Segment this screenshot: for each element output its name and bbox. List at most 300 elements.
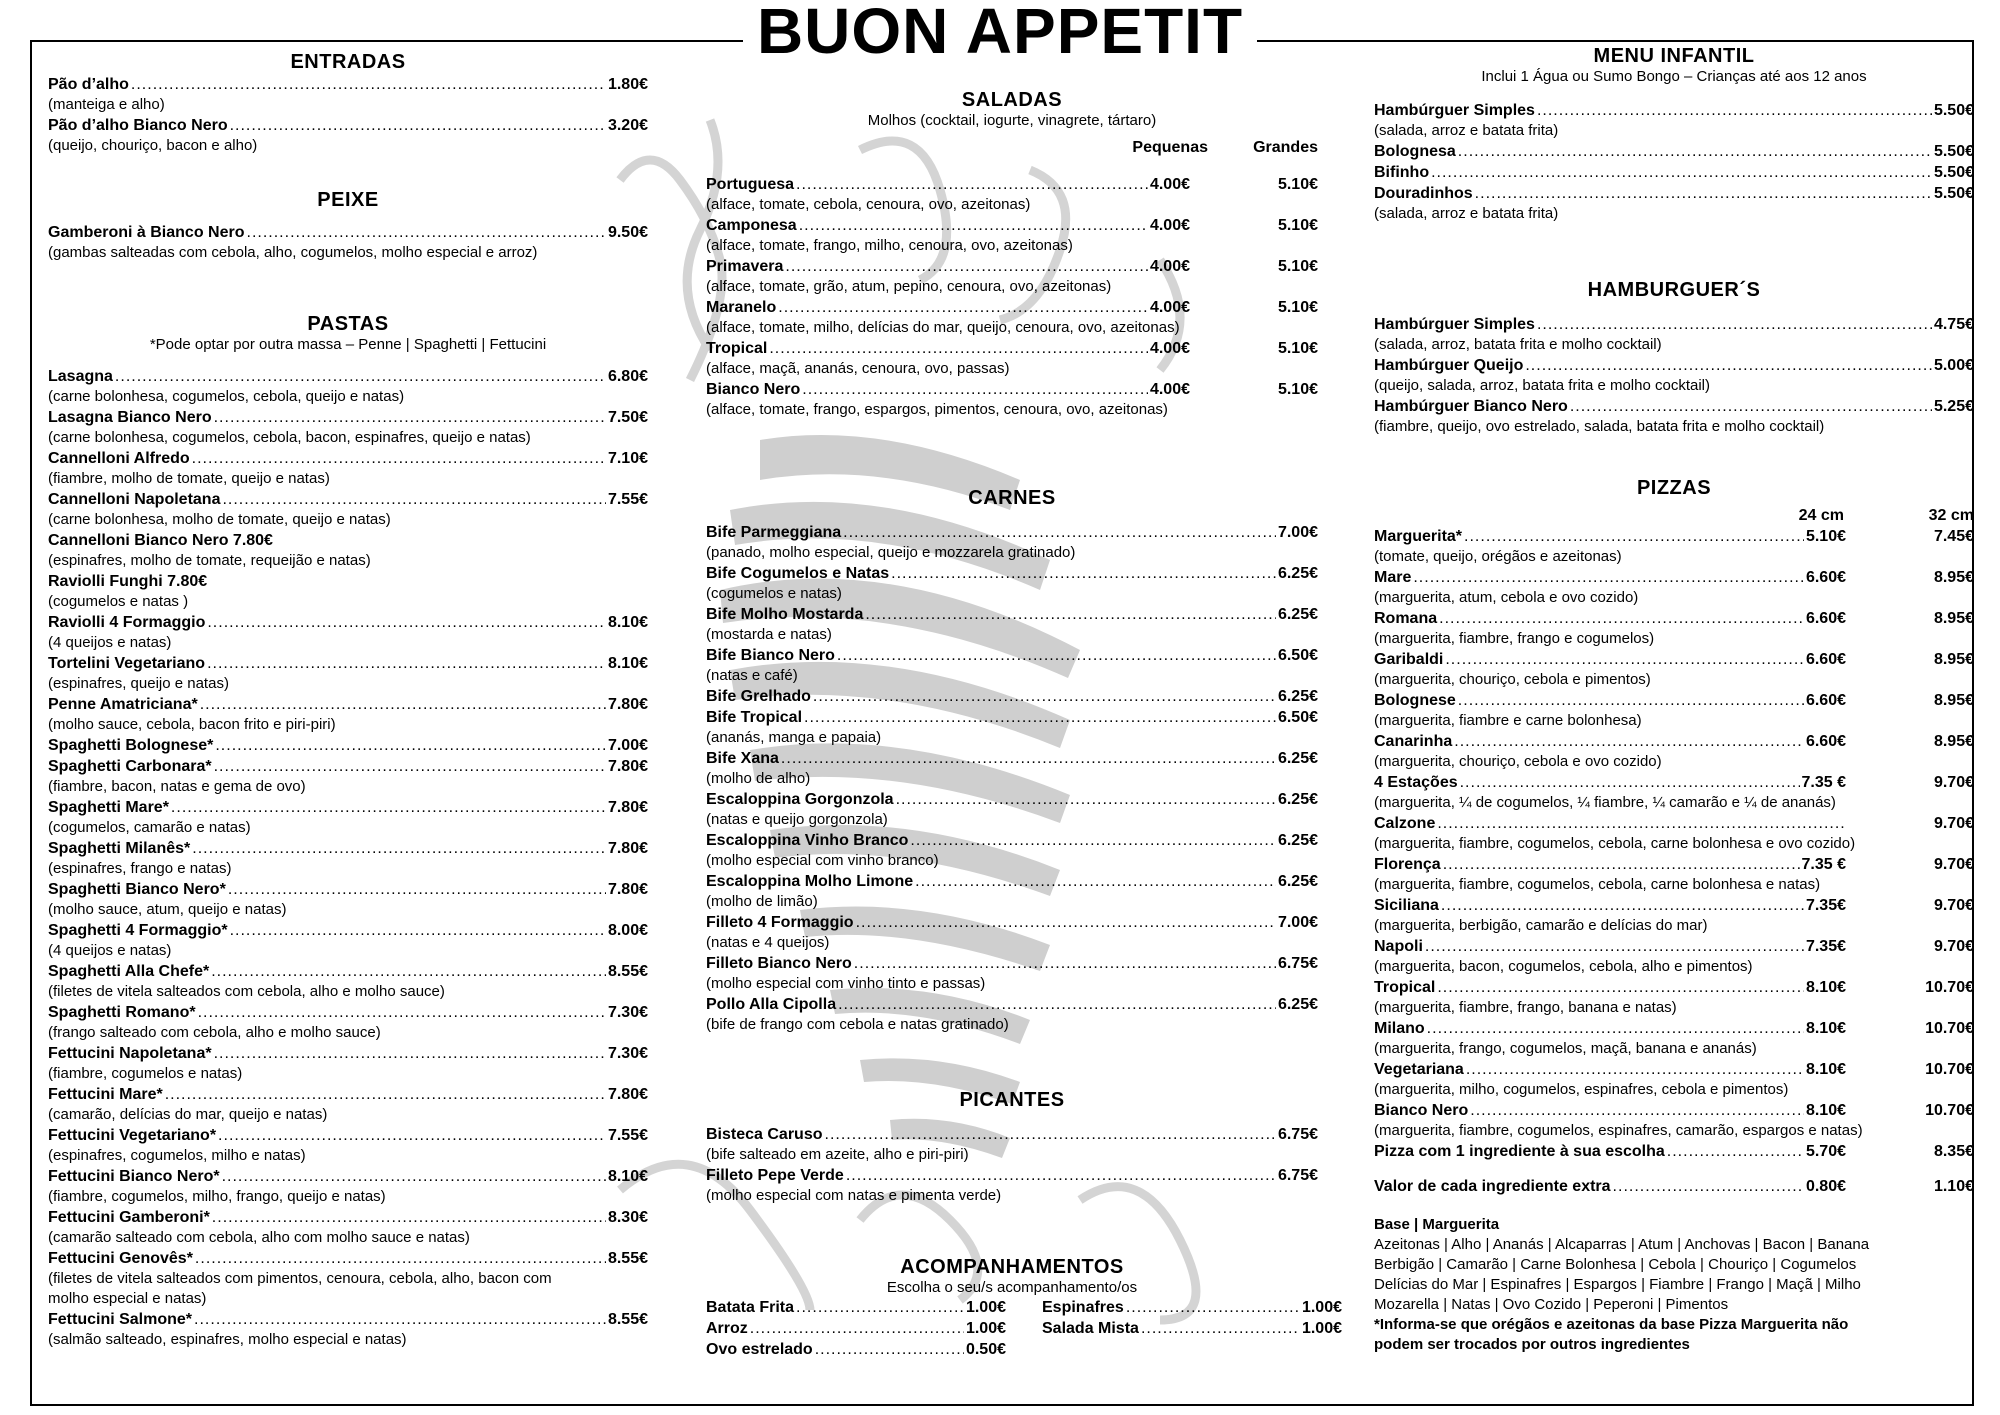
dot-leader — [1570, 396, 1932, 417]
menu-item-row — [48, 612, 648, 633]
extra-ingredient-row — [1374, 1176, 1974, 1197]
dot-leader — [222, 489, 605, 510]
size-header-small: 24 cm — [1798, 507, 1844, 524]
menu-item-row — [706, 338, 1318, 359]
menu-item-description: (fiambre, cogumelos e natas) — [48, 1065, 243, 1082]
menu-item-name: Fettucini Vegetariano* — [48, 1127, 217, 1144]
section-subtitle: Inclui 1 Água ou Sumo Bongo – Crianças até aos 12 anos — [1481, 68, 1867, 85]
menu-item-description: (marguerita, atum, cebola e ovo cozido) — [1374, 589, 1639, 606]
menu-item-row — [1374, 854, 1974, 875]
menu-item-name: Hambúrguer Queijo — [1374, 357, 1524, 374]
menu-item-description: (alface, tomate, frango, milho, cenoura, ovo, azeitonas) — [706, 237, 1073, 254]
menu-item-description: (carne bolonhesa, cogumelos, cebola, queijo e natas) — [48, 388, 405, 405]
menu-item-price: 7.55€ — [607, 1127, 648, 1144]
pizza-note — [1374, 1315, 1974, 1355]
menu-item-description: (fiambre, cogumelos, milho, frango, queijo e natas) — [48, 1188, 386, 1205]
menu-item-price: 6.60€ — [1805, 651, 1846, 668]
menu-item-description: (alface, tomate, grão, atum, pepino, cenoura, ovo, azeitonas) — [706, 278, 1112, 295]
menu-item-price-large: 7.45€ — [1933, 528, 1974, 545]
dot-leader — [1437, 813, 1844, 834]
menu-item-row — [48, 407, 648, 428]
side-dish-price: 1.00€ — [1301, 1320, 1342, 1337]
menu-item-name: Pão d’alho — [48, 76, 129, 93]
menu-item-name: Spaghetti Bolognese* — [48, 737, 214, 754]
menu-item-description: (marguerita, ¼ de cogumelos, ¼ fiambre, ¼ camarão e ¼ de ananás) — [1374, 794, 1836, 811]
menu-item-description: (frango salteado com cebola, alho e molho sauce) — [48, 1024, 381, 1041]
menu-item-name: Bolognese — [1374, 692, 1456, 709]
menu-item-name: Bife Bianco Nero — [706, 647, 835, 664]
menu-item-price: 5.50€ — [1933, 185, 1974, 202]
section-title: SALADAS — [961, 89, 1063, 111]
dot-leader — [843, 522, 1276, 543]
menu-item-name: Tropical — [706, 340, 768, 357]
menu-item-row — [1374, 314, 1974, 335]
menu-item-row — [48, 366, 648, 387]
menu-item-row — [1374, 567, 1974, 588]
dot-leader — [1458, 141, 1932, 162]
menu-item-price: 7.35€ — [1805, 938, 1846, 955]
menu-item-name: Hambúrguer Simples — [1374, 316, 1535, 333]
menu-item-name: Filleto 4 Formaggio — [706, 914, 854, 931]
section-saladas — [706, 88, 1318, 420]
menu-item-row — [48, 1248, 648, 1269]
side-dish-list — [706, 1297, 1342, 1360]
menu-item-name: Spaghetti Alla Chefe* — [48, 963, 210, 980]
menu-item-row — [48, 115, 648, 136]
menu-item-description: (alface, tomate, frango, espargos, pimentos, cenoura, ovo, azeitonas) — [706, 401, 1168, 418]
item-list — [48, 366, 648, 1350]
dot-leader — [1537, 100, 1932, 121]
dot-leader — [825, 1124, 1276, 1145]
menu-item-row — [1374, 1018, 1974, 1039]
dot-leader — [1445, 649, 1804, 670]
dot-leader — [1537, 314, 1932, 335]
menu-item-description: (marguerita, chouriço, cebola e pimentos) — [1374, 671, 1651, 688]
menu-item-price: 8.55€ — [607, 963, 648, 980]
menu-item-description: (cogumelos, camarão e natas) — [48, 819, 251, 836]
dot-leader — [200, 694, 606, 715]
menu-item-price: 5.70€ — [1805, 1143, 1846, 1160]
menu-item-row — [48, 1002, 648, 1023]
menu-item-name: Vegetariana — [1374, 1061, 1464, 1078]
dot-leader — [1458, 690, 1804, 711]
menu-item-row — [1374, 1176, 1974, 1197]
section-title: PICANTES — [959, 1089, 1065, 1111]
dot-leader — [813, 686, 1276, 707]
menu-item-price-large: 9.70€ — [1933, 774, 1974, 791]
menu-item-row — [706, 256, 1318, 277]
dot-leader — [796, 174, 1148, 195]
menu-item-name: Spaghetti Milanês* — [48, 840, 191, 857]
menu-item-price: 5.10€ — [1805, 528, 1846, 545]
item-list — [48, 74, 648, 156]
menu-item-price: 4.00€ — [1149, 340, 1190, 357]
menu-item-name: Gamberoni à Bianco Nero — [48, 224, 245, 241]
menu-item-price: 6.25€ — [1277, 750, 1318, 767]
dot-leader — [856, 912, 1276, 933]
menu-item-row — [706, 215, 1318, 236]
dot-leader — [165, 1084, 606, 1105]
menu-item-name: Spaghetti Romano* — [48, 1004, 196, 1021]
side-dish-item — [1042, 1297, 1342, 1318]
menu-item-description: (marguerita, fiambre, frango e cogumelos) — [1374, 630, 1655, 647]
menu-item-description: (marguerita, fiambre, cogumelos, cebola, carne bolonhesa e ovo cozido) — [1374, 835, 1856, 852]
menu-item-row — [1374, 649, 1974, 670]
section-title: ENTRADAS — [290, 51, 406, 73]
side-dish-name: Salada Mista — [1042, 1320, 1139, 1337]
menu-item-row — [706, 912, 1318, 933]
menu-item-price-large: 8.95€ — [1933, 692, 1974, 709]
dot-leader — [1667, 1141, 1804, 1162]
menu-item-description: (queijo, chouriço, bacon e alho) — [48, 137, 258, 154]
size-header-large: Grandes — [1253, 139, 1318, 156]
menu-item-description: (filetes de vitela salteados com pimentos, cenoura, cebola, alho, bacon com — [48, 1270, 552, 1287]
menu-item-description: (marguerita, fiambre, cogumelos, espinafres, camarão, espargos e natas) — [1374, 1122, 1863, 1139]
menu-item-row — [1374, 1141, 1974, 1162]
menu-item-price: 4.00€ — [1149, 176, 1190, 193]
menu-item-price: 5.50€ — [1933, 143, 1974, 160]
dot-leader — [1126, 1297, 1300, 1318]
menu-item-row — [1374, 162, 1974, 183]
menu-item-price: 6.60€ — [1805, 610, 1846, 627]
menu-item-description: (queijo, salada, arroz, batata frita e molho cocktail) — [1374, 377, 1710, 394]
menu-item-description: (molho sauce, cebola, bacon frito e piri-piri) — [48, 716, 336, 733]
section-subtitle: *Pode optar por outra massa – Penne | Spaghetti | Fettucini — [149, 336, 547, 353]
dot-leader — [891, 563, 1276, 584]
menu-item-name: Pão d’alho Bianco Nero — [48, 117, 228, 134]
menu-item-name: Tortelini Vegetariano — [48, 655, 206, 672]
menu-item-price: 8.10€ — [607, 655, 648, 672]
menu-item-description: (cogumelos e natas ) — [48, 593, 189, 610]
menu-item-description: (fiambre, molho de tomate, queijo e natas) — [48, 470, 330, 487]
menu-item-price: 6.75€ — [1277, 1167, 1318, 1184]
item-list — [48, 222, 648, 263]
menu-item-description: (molho especial com vinho branco) — [706, 852, 939, 869]
menu-item-price: 3.20€ — [607, 117, 648, 134]
menu-item-price: 8.10€ — [1805, 1102, 1846, 1119]
menu-item-price: 6.80€ — [607, 368, 648, 385]
menu-item-row — [48, 735, 648, 756]
menu-item-name: 4 Estações — [1374, 774, 1458, 791]
menu-item-price: 6.25€ — [1277, 606, 1318, 623]
dot-leader — [211, 961, 606, 982]
menu-item-row — [48, 797, 648, 818]
dot-leader — [212, 1207, 606, 1228]
menu-item-name: Cannelloni Alfredo — [48, 450, 190, 467]
menu-item-row — [48, 1207, 648, 1228]
menu-item-price: 4.00€ — [1149, 299, 1190, 316]
menu-item-price-large: 9.70€ — [1933, 938, 1974, 955]
menu-item-price: 8.55€ — [607, 1311, 648, 1328]
dot-leader — [1525, 355, 1932, 376]
side-dish-name: Espinafres — [1042, 1299, 1124, 1316]
menu-item-price: 8.10€ — [1805, 1020, 1846, 1037]
menu-item-row — [48, 1309, 648, 1330]
dot-leader — [230, 115, 606, 136]
menu-item-row — [1374, 690, 1974, 711]
menu-item-name: Calzone — [1374, 815, 1436, 832]
menu-item-price: 7.35 € — [1801, 774, 1846, 791]
size-header-small: Pequenas — [1132, 139, 1208, 156]
menu-item-price-large: 9.70€ — [1933, 897, 1974, 914]
menu-item-price: 5.00€ — [1933, 357, 1974, 374]
dot-leader — [192, 448, 606, 469]
ingredient-line: Mozarella | Natas | Ovo Cozido | Peperoni | Pimentos — [1374, 1296, 1729, 1313]
dot-leader — [228, 879, 606, 900]
ingredient-line: Berbigão | Camarão | Carne Bolonhesa | Cebola | Chouriço | Cogumelos — [1374, 1256, 1857, 1273]
menu-item-price: 8.00€ — [607, 922, 648, 939]
menu-item-name: Bifinho — [1374, 164, 1430, 181]
size-header — [1374, 506, 1974, 526]
menu-item-name: Douradinhos — [1374, 185, 1473, 202]
section-title: ACOMPANHAMENTOS — [900, 1256, 1124, 1278]
section-peixe — [48, 188, 648, 263]
menu-item-name: Cannelloni Napoletana — [48, 491, 221, 508]
dot-leader — [1466, 1059, 1804, 1080]
menu-item-description: (gambas salteadas com cebola, alho, cogumelos, molho especial e arroz) — [48, 244, 538, 261]
menu-item-row — [706, 789, 1318, 810]
menu-item-row — [706, 686, 1318, 707]
dot-leader — [1141, 1318, 1300, 1339]
menu-item-price-large: 8.95€ — [1933, 733, 1974, 750]
menu-item-description: (molho sauce, atum, queijo e natas) — [48, 901, 287, 918]
page-title: BUON APPETIT — [0, 0, 2000, 68]
section-title: PIZZAS — [1636, 477, 1712, 499]
dot-leader — [222, 1166, 606, 1187]
menu-item-price: 6.75€ — [1277, 955, 1318, 972]
menu-item-description: (cogumelos e natas) — [706, 585, 842, 602]
menu-item-price: 7.00€ — [1277, 524, 1318, 541]
menu-item-description: (espinafres, frango e natas) — [48, 860, 232, 877]
menu-item-price: 6.25€ — [1277, 832, 1318, 849]
dot-leader — [1470, 1100, 1804, 1121]
menu-item-row — [706, 1124, 1318, 1145]
menu-item-row — [1374, 1059, 1974, 1080]
side-dish-row — [706, 1339, 1318, 1360]
menu-item-description: (marguerita, milho, cogumelos, espinafres, cebola e pimentos) — [1374, 1081, 1789, 1098]
menu-item-description: (espinafres, cogumelos, milho e natas) — [48, 1147, 306, 1164]
menu-item-row — [48, 1166, 648, 1187]
dot-leader — [207, 653, 606, 674]
menu-item-name: Bife Parmeggiana — [706, 524, 842, 541]
menu-item-price: 6.25€ — [1277, 565, 1318, 582]
dot-leader — [215, 735, 606, 756]
menu-item-name: Bife Xana — [706, 750, 779, 767]
menu-item-description: (marguerita, berbigão, camarão e delícias do mar) — [1374, 917, 1708, 934]
menu-item-row — [706, 830, 1318, 851]
side-dish-name: Batata Frita — [706, 1299, 795, 1316]
menu-item-price: 6.60€ — [1805, 569, 1846, 586]
menu-item-name: Escaloppina Vinho Branco — [706, 832, 909, 849]
menu-item-row — [1374, 895, 1974, 916]
dot-leader — [785, 256, 1148, 277]
menu-item-row — [706, 563, 1318, 584]
menu-item-price: 7.80€ — [607, 1086, 648, 1103]
menu-item-price: 8.10€ — [1805, 979, 1846, 996]
menu-item-row — [48, 571, 648, 592]
side-dish-price: 1.00€ — [965, 1299, 1006, 1316]
menu-item-price: 7.00€ — [607, 737, 648, 754]
side-dish-price: 1.00€ — [1301, 1299, 1342, 1316]
menu-item-description: molho especial e natas) — [48, 1290, 207, 1307]
menu-item-price: 8.10€ — [607, 1168, 648, 1185]
item-list — [706, 522, 1318, 1035]
menu-item-price-large: 8.35€ — [1933, 1143, 1974, 1160]
menu-item-name: Lasagna — [48, 368, 113, 385]
menu-item-description: (mostarda e natas) — [706, 626, 832, 643]
menu-item-description: (filetes de vitela salteados com cebola, alho e molho sauce) — [48, 983, 445, 1000]
dot-leader — [796, 1297, 964, 1318]
menu-item-name: Bolognesa — [1374, 143, 1456, 160]
menu-item-price-large: 9.70€ — [1933, 856, 1974, 873]
menu-item-name: Penne Amatriciana* — [48, 696, 198, 713]
menu-item-price: 7.55€ — [607, 491, 648, 508]
section-title: HAMBURGUER´S — [1587, 279, 1761, 301]
dot-leader — [1464, 526, 1804, 547]
menu-item-price: 4.00€ — [1149, 381, 1190, 398]
dot-leader — [218, 1125, 606, 1146]
menu-item-row — [706, 748, 1318, 769]
dot-leader — [1460, 772, 1800, 793]
menu-item-row — [48, 1043, 648, 1064]
ingredient-list — [1374, 1235, 1974, 1315]
menu-item-price-large: 5.10€ — [1277, 258, 1318, 275]
menu-item-description: (fiambre, queijo, ovo estrelado, salada, batata frita e molho cocktail) — [1374, 418, 1825, 435]
menu-item-name: Portuguesa — [706, 176, 795, 193]
section-title: PEIXE — [317, 189, 379, 211]
side-dish-item — [706, 1339, 1006, 1360]
dot-leader — [195, 1248, 606, 1269]
menu-item-row — [48, 1125, 648, 1146]
dot-leader — [781, 748, 1276, 769]
menu-item-price: 6.50€ — [1277, 709, 1318, 726]
menu-item-name: Bife Cogumelos e Natas — [706, 565, 890, 582]
menu-item-row — [48, 756, 648, 777]
menu-item-price-large: 5.10€ — [1277, 381, 1318, 398]
menu-item-row — [48, 838, 648, 859]
menu-item-row — [1374, 731, 1974, 752]
menu-item-description: (carne bolonhesa, cogumelos, cebola, bacon, espinafres, queijo e natas) — [48, 429, 531, 446]
menu-item-name: Fettucini Salmone* — [48, 1311, 193, 1328]
menu-item-name: Maranelo — [706, 299, 777, 316]
ingredient-line: Delícias do Mar | Espinafres | Espargos | Fiambre | Frango | Maçã | Milho — [1374, 1276, 1861, 1293]
menu-item-description: (natas e queijo gorgonzola) — [706, 811, 888, 828]
section-title: MENU INFANTIL — [1593, 45, 1755, 67]
dot-leader — [915, 871, 1276, 892]
menu-item-name: Siciliana — [1374, 897, 1439, 914]
menu-item-row — [706, 707, 1318, 728]
side-dish-price: 0.50€ — [965, 1341, 1006, 1358]
menu-item-row — [706, 174, 1318, 195]
dot-leader — [896, 789, 1276, 810]
menu-item-description: (panado, molho especial, queijo e mozzarela gratinado) — [706, 544, 1076, 561]
menu-item-price: 4.00€ — [1149, 258, 1190, 275]
menu-item-price: 7.80€ — [607, 881, 648, 898]
menu-item-price: 8.10€ — [1805, 1061, 1846, 1078]
menu-item-row — [1374, 608, 1974, 629]
dot-leader — [769, 338, 1148, 359]
menu-item-price: 8.55€ — [607, 1250, 648, 1267]
ingredient-line: Azeitonas | Alho | Ananás | Alcaparras | Atum | Anchovas | Bacon | Banana — [1374, 1236, 1870, 1253]
menu-item-row — [706, 604, 1318, 625]
menu-item-name: Hambúrguer Bianco Nero — [1374, 398, 1568, 415]
dot-leader — [799, 215, 1148, 236]
menu-item-price-large: 5.10€ — [1277, 340, 1318, 357]
menu-item-description: (tomate, queijo, orégãos e azeitonas) — [1374, 548, 1622, 565]
menu-item-name: Cannelloni Bianco Nero 7.80€ — [48, 532, 273, 549]
menu-item-price: 6.25€ — [1277, 996, 1318, 1013]
menu-item-price: 7.80€ — [607, 758, 648, 775]
menu-item-price: 6.60€ — [1805, 692, 1846, 709]
menu-item-name: Bisteca Caruso — [706, 1126, 823, 1143]
menu-item-row — [48, 530, 648, 551]
menu-item-price: 7.35 € — [1801, 856, 1846, 873]
dot-leader — [214, 407, 606, 428]
note-line: podem ser trocados por outros ingredientes — [1374, 1336, 1690, 1353]
menu-item-row — [706, 297, 1318, 318]
dot-leader — [230, 920, 606, 941]
menu-item-row — [48, 222, 648, 243]
dot-leader — [1431, 162, 1932, 183]
section-pizzas — [1374, 476, 1974, 1355]
menu-item-price: 8.10€ — [607, 614, 648, 631]
menu-item-row — [48, 1084, 648, 1105]
section-subtitle: Molhos (cocktail, iogurte, vinagrete, tártaro) — [867, 112, 1157, 129]
menu-item-description: (molho de limão) — [706, 893, 818, 910]
dot-leader — [1413, 567, 1804, 588]
menu-item-name: Fettucini Bianco Nero* — [48, 1168, 220, 1185]
section-menu-infantil — [1374, 44, 1974, 224]
dot-leader — [1441, 895, 1804, 916]
menu-item-price-large: 5.10€ — [1277, 217, 1318, 234]
menu-item-description: (molho especial com vinho tinto e passas) — [706, 975, 986, 992]
menu-item-row — [706, 871, 1318, 892]
dot-leader — [750, 1318, 964, 1339]
menu-item-description: (camarão salteado com cebola, alho com molho sauce e natas) — [48, 1229, 470, 1246]
menu-item-description: (natas e café) — [706, 667, 798, 684]
menu-item-row — [48, 653, 648, 674]
menu-item-description: (molho de alho) — [706, 770, 811, 787]
dot-leader — [198, 1002, 606, 1023]
menu-item-name: Camponesa — [706, 217, 797, 234]
menu-item-description: (marguerita, fiambre, cogumelos, cebola, carne bolonhesa e natas) — [1374, 876, 1821, 893]
menu-item-price: 4.00€ — [1149, 217, 1190, 234]
dot-leader — [247, 222, 606, 243]
menu-item-description: (bife de frango com cebola e natas gratinado) — [706, 1016, 1009, 1033]
menu-item-row — [1374, 355, 1974, 376]
menu-item-price-large: 8.95€ — [1933, 569, 1974, 586]
menu-item-description: (ananás, manga e papaia) — [706, 729, 882, 746]
section-entradas — [48, 50, 648, 156]
menu-item-price: 7.80€ — [607, 799, 648, 816]
dot-leader — [1475, 183, 1932, 204]
menu-item-description: (carne bolonhesa, molho de tomate, queijo e natas) — [48, 511, 391, 528]
menu-item-name: Escaloppina Molho Limone — [706, 873, 914, 890]
item-list — [1374, 526, 1974, 1162]
dot-leader — [1427, 1018, 1804, 1039]
menu-item-row — [1374, 100, 1974, 121]
menu-item-row — [48, 74, 648, 95]
menu-item-price-large: 8.95€ — [1933, 610, 1974, 627]
dot-leader — [1437, 977, 1804, 998]
menu-item-description: (alface, maçã, ananás, cenoura, ovo, passas) — [706, 360, 1010, 377]
menu-item-name: Fettucini Napoletana* — [48, 1045, 212, 1062]
menu-item-price: 6.25€ — [1277, 873, 1318, 890]
menu-item-price-large: 10.70€ — [1925, 1102, 1974, 1119]
menu-item-price-large: 1.10€ — [1933, 1178, 1974, 1195]
menu-item-name: Napoli — [1374, 938, 1423, 955]
menu-item-name: Bife Molho Mostarda — [706, 606, 864, 623]
